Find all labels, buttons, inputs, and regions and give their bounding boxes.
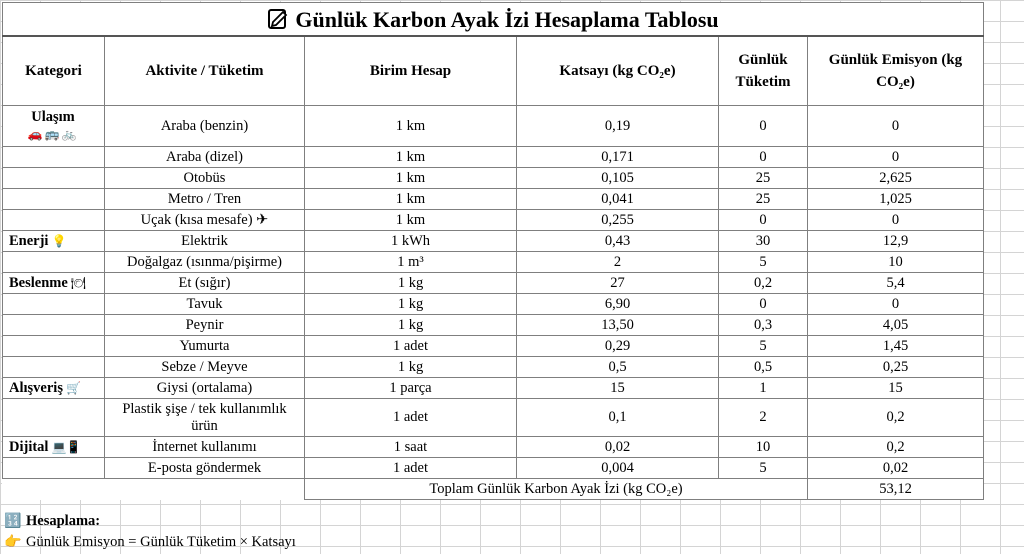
emission-cell[interactable]: 1,025 xyxy=(808,189,984,210)
notes-formula-row xyxy=(4,532,1024,553)
coefficient-cell[interactable]: 0,43 xyxy=(517,231,719,252)
coefficient-cell[interactable]: 0,171 xyxy=(517,147,719,168)
unit-cell[interactable]: 1 km xyxy=(305,168,517,189)
category-cell-empty[interactable] xyxy=(3,168,105,189)
table-row xyxy=(3,336,984,357)
activity-cell[interactable]: Tavuk xyxy=(105,294,305,315)
coefficient-cell[interactable]: 0,1 xyxy=(517,399,719,437)
carbon-footprint-table xyxy=(2,2,984,500)
category-cell-empty[interactable] xyxy=(3,189,105,210)
notes-title: Hesaplama: xyxy=(26,513,101,529)
table-title xyxy=(3,3,984,37)
consumption-cell[interactable]: 5 xyxy=(719,336,808,357)
category-cell-empty[interactable] xyxy=(3,294,105,315)
unit-cell[interactable]: 1 kg xyxy=(305,294,517,315)
category-digital[interactable] xyxy=(3,437,105,458)
emission-cell[interactable]: 0 xyxy=(808,294,984,315)
total-row xyxy=(3,479,984,500)
coefficient-cell[interactable]: 0,19 xyxy=(517,106,719,147)
unit-cell[interactable]: 1 km xyxy=(305,210,517,231)
unit-cell[interactable]: 1 km xyxy=(305,106,517,147)
table-row xyxy=(3,399,984,437)
activity-cell[interactable]: E-posta göndermek xyxy=(105,458,305,479)
activity-cell[interactable]: Elektrik xyxy=(105,231,305,252)
coefficient-cell[interactable]: 13,50 xyxy=(517,315,719,336)
activity-cell[interactable]: Otobüs xyxy=(105,168,305,189)
pointing-hand-icon: 👉 xyxy=(4,535,22,550)
table-row xyxy=(3,294,984,315)
activity-cell[interactable]: Doğalgaz (ısınma/pişirme) xyxy=(105,252,305,273)
consumption-cell[interactable]: 10 xyxy=(719,437,808,458)
emission-cell[interactable]: 0,25 xyxy=(808,357,984,378)
table-row xyxy=(3,231,984,252)
activity-cell[interactable]: Uçak (kısa mesafe) ✈ xyxy=(105,210,305,231)
emission-cell[interactable]: 0,2 xyxy=(808,399,984,437)
unit-cell[interactable]: 1 kg xyxy=(305,273,517,294)
category-shopping-label: Alışveriş xyxy=(9,379,63,396)
table-row xyxy=(3,168,984,189)
table-row xyxy=(3,273,984,294)
unit-cell[interactable]: 1 kg xyxy=(305,357,517,378)
coefficient-cell[interactable]: 0,041 xyxy=(517,189,719,210)
table-row xyxy=(3,106,984,147)
activity-cell[interactable]: Plastik şişe / tek kullanımlık ürün xyxy=(105,399,305,437)
category-digital-label: Dijital xyxy=(9,438,49,455)
notes-title-row xyxy=(4,511,1024,532)
header-unit: Birim Hesap xyxy=(305,36,517,106)
plate-icon: 🍽 xyxy=(70,275,87,290)
coefficient-cell[interactable]: 0,02 xyxy=(517,437,719,458)
consumption-cell[interactable]: 0 xyxy=(719,147,808,168)
coefficient-cell[interactable]: 0,105 xyxy=(517,168,719,189)
unit-cell[interactable]: 1 km xyxy=(305,189,517,210)
header-daily-consumption: Günlük Tüketim xyxy=(719,36,808,106)
coefficient-cell[interactable]: 27 xyxy=(517,273,719,294)
coefficient-cell[interactable]: 0,29 xyxy=(517,336,719,357)
category-transport-label: Ulaşım xyxy=(31,109,75,125)
emission-cell[interactable]: 0 xyxy=(808,147,984,168)
empty-cell xyxy=(105,479,305,500)
consumption-cell[interactable]: 0 xyxy=(719,210,808,231)
unit-cell[interactable]: 1 adet xyxy=(305,399,517,437)
category-food-label: Beslenme xyxy=(9,274,68,291)
activity-cell[interactable]: Peynir xyxy=(105,315,305,336)
category-cell-empty[interactable] xyxy=(3,336,105,357)
unit-cell[interactable]: 1 km xyxy=(305,147,517,168)
emission-cell[interactable]: 0 xyxy=(808,210,984,231)
category-cell-empty[interactable] xyxy=(3,210,105,231)
total-value[interactable]: 53,12 xyxy=(808,479,984,500)
table-row xyxy=(3,252,984,273)
unit-cell[interactable]: 1 kWh xyxy=(305,231,517,252)
coefficient-cell[interactable]: 0,5 xyxy=(517,357,719,378)
activity-cell[interactable]: Et (sığır) xyxy=(105,273,305,294)
category-shopping[interactable] xyxy=(3,378,105,399)
header-coefficient: Katsayı (kg CO₂e) xyxy=(517,36,719,106)
category-cell-empty[interactable] xyxy=(3,252,105,273)
shopping-cart-icon: 🛒 xyxy=(65,380,81,395)
consumption-cell[interactable]: 0,2 xyxy=(719,273,808,294)
activity-cell[interactable]: Araba (benzin) xyxy=(105,106,305,147)
table-title-text: Günlük Karbon Ayak İzi Hesaplama Tablosu xyxy=(295,7,719,32)
emission-cell[interactable]: 1,45 xyxy=(808,336,984,357)
coefficient-cell[interactable]: 2 xyxy=(517,252,719,273)
car-bus-bike-icon: 🚗🚌🚲 xyxy=(27,127,79,141)
category-cell-empty[interactable] xyxy=(3,357,105,378)
header-daily-emission: Günlük Emisyon (kg CO₂e) xyxy=(808,36,984,106)
unit-cell[interactable]: 1 m³ xyxy=(305,252,517,273)
table-row xyxy=(3,189,984,210)
consumption-cell[interactable]: 1 xyxy=(719,378,808,399)
unit-cell[interactable]: 1 parça xyxy=(305,378,517,399)
activity-cell[interactable]: İnternet kullanımı xyxy=(105,437,305,458)
table-row xyxy=(3,357,984,378)
consumption-cell[interactable]: 2 xyxy=(719,399,808,437)
emission-cell[interactable]: 5,4 xyxy=(808,273,984,294)
emission-cell[interactable]: 15 xyxy=(808,378,984,399)
header-category: Kategori xyxy=(3,36,105,106)
category-cell-empty[interactable] xyxy=(3,399,105,437)
emission-cell[interactable]: 0,2 xyxy=(808,437,984,458)
category-energy-label: Enerji xyxy=(9,232,49,249)
empty-cell xyxy=(3,479,105,500)
coefficient-cell[interactable]: 6,90 xyxy=(517,294,719,315)
laptop-phone-icon: 💻📱 xyxy=(51,439,82,454)
coefficient-cell[interactable]: 15 xyxy=(517,378,719,399)
consumption-cell[interactable]: 0,5 xyxy=(719,357,808,378)
table-row xyxy=(3,378,984,399)
coefficient-cell[interactable]: 0,004 xyxy=(517,458,719,479)
unit-cell[interactable]: 1 kg xyxy=(305,315,517,336)
activity-cell[interactable]: Metro / Tren xyxy=(105,189,305,210)
consumption-cell[interactable]: 25 xyxy=(719,168,808,189)
notes-formula: Günlük Emisyon = Günlük Tüketim × Katsayı xyxy=(26,534,296,550)
coefficient-cell[interactable]: 0,255 xyxy=(517,210,719,231)
unit-cell[interactable]: 1 adet xyxy=(305,458,517,479)
total-label[interactable]: Toplam Günlük Karbon Ayak İzi (kg CO₂e) xyxy=(305,479,808,500)
activity-cell[interactable]: Yumurta xyxy=(105,336,305,357)
consumption-cell[interactable]: 30 xyxy=(719,231,808,252)
consumption-cell[interactable]: 0,3 xyxy=(719,315,808,336)
numbers-icon: 🔢 xyxy=(4,514,22,529)
consumption-cell[interactable]: 0 xyxy=(719,294,808,315)
category-transport[interactable] xyxy=(3,106,105,147)
activity-cell[interactable]: Giysi (ortalama) xyxy=(105,378,305,399)
category-cell-empty[interactable] xyxy=(3,458,105,479)
consumption-cell[interactable]: 25 xyxy=(719,189,808,210)
emission-cell[interactable]: 4,05 xyxy=(808,315,984,336)
consumption-cell[interactable]: 5 xyxy=(719,252,808,273)
table-row xyxy=(3,210,984,231)
consumption-cell[interactable]: 5 xyxy=(719,458,808,479)
emission-cell[interactable]: 0,02 xyxy=(808,458,984,479)
emission-cell[interactable]: 12,9 xyxy=(808,231,984,252)
consumption-cell[interactable]: 0 xyxy=(719,106,808,147)
emission-cell[interactable]: 2,625 xyxy=(808,168,984,189)
activity-cell[interactable]: Sebze / Meyve xyxy=(105,357,305,378)
memo-pencil-icon xyxy=(267,8,289,30)
notes-section xyxy=(4,511,1024,553)
category-energy[interactable] xyxy=(3,231,105,252)
lightbulb-icon: 💡 xyxy=(51,233,67,248)
table-row xyxy=(3,437,984,458)
category-food[interactable] xyxy=(3,273,105,294)
category-cell-empty[interactable] xyxy=(3,147,105,168)
activity-cell[interactable]: Araba (dizel) xyxy=(105,147,305,168)
header-activity: Aktivite / Tüketim xyxy=(105,36,305,106)
emission-cell[interactable]: 0 xyxy=(808,106,984,147)
table-row xyxy=(3,147,984,168)
unit-cell[interactable]: 1 saat xyxy=(305,437,517,458)
table-row xyxy=(3,315,984,336)
table-row xyxy=(3,458,984,479)
unit-cell[interactable]: 1 adet xyxy=(305,336,517,357)
category-cell-empty[interactable] xyxy=(3,315,105,336)
emission-cell[interactable]: 10 xyxy=(808,252,984,273)
